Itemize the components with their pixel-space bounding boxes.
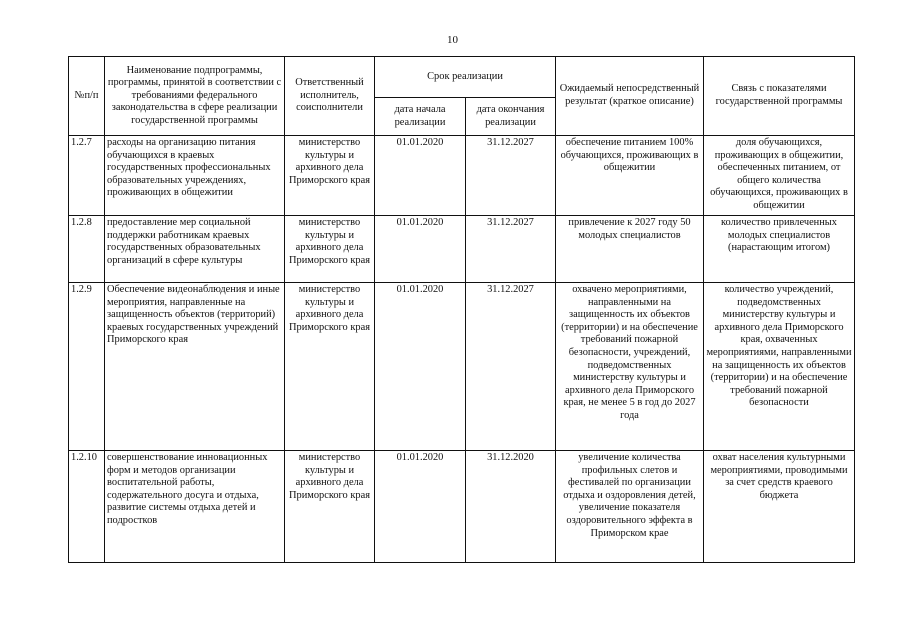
table-row: [69, 283, 855, 451]
row-name: расходы на организацию питания обучающихся в краевых государственных профессиональных образовательных учреждениях, проживающих в общежитии: [105, 136, 285, 216]
row-executor: министерство культуры и архивного дела Приморского края: [285, 283, 375, 451]
header-result: Ожидаемый непосредственный результат (краткое описание): [556, 57, 704, 136]
row-start: 01.01.2020: [375, 451, 466, 563]
row-num: 1.2.10: [69, 451, 105, 563]
row-start: 01.01.2020: [375, 216, 466, 283]
row-name: предоставление мер социальной поддержки работникам краевых государственных образовательных организаций в сфере культуры: [105, 216, 285, 283]
row-num: 1.2.9: [69, 283, 105, 451]
row-executor: министерство культуры и архивного дела Приморского края: [285, 451, 375, 563]
header-name: Наименование подпрограммы, программы, принятой в соответствии с требованиями федерального законодательства в сфере реализации государственной программы: [105, 57, 285, 136]
header-period: Срок реализации: [375, 57, 556, 98]
row-result: охвачено мероприятиями, направленными на защищенность их объектов (территории) и на обеспечение требований пожарной безопасности, учреждений, подведомственных министерству культуры и архивного дела Приморского края, не менее 5 в год до 2027 года: [556, 283, 704, 451]
table-row: [69, 216, 855, 283]
row-start: 01.01.2020: [375, 283, 466, 451]
row-name: совершенствование инновационных форм и методов организации воспитательной работы, содержательного досуга и отдыха, развитие системы отдыха детей и подростков: [105, 451, 285, 563]
row-result: обеспечение питанием 100% обучающихся, проживающих в общежитии: [556, 136, 704, 216]
header-executor: Ответственный исполнитель, соисполнители: [285, 57, 375, 136]
row-executor: министерство культуры и архивного дела Приморского края: [285, 136, 375, 216]
row-end: 31.12.2027: [466, 136, 556, 216]
row-result: увеличение количества профильных слетов и фестивалей по организации отдыха и оздоровления детей, увеличение показателя оздоровительного эффекта в Приморском крае: [556, 451, 704, 563]
row-link: количество учреждений, подведомственных министерству культуры и архивного дела Приморского края, охваченных мероприятиями, направленными на защищенность их объектов (территории) и на обеспечение требований пожарной безопасности: [704, 283, 855, 451]
row-result: привлечение к 2027 году 50 молодых специалистов: [556, 216, 704, 283]
row-end: 31.12.2020: [466, 451, 556, 563]
page-number: 10: [447, 34, 458, 46]
header-num: №п/п: [69, 57, 105, 136]
row-num: 1.2.8: [69, 216, 105, 283]
row-executor: министерство культуры и архивного дела Приморского края: [285, 216, 375, 283]
header-link: Связь с показателями государственной программы: [704, 57, 855, 136]
row-start: 01.01.2020: [375, 136, 466, 216]
table-row: [69, 136, 855, 216]
row-end: 31.12.2027: [466, 216, 556, 283]
header-row-1: [69, 57, 855, 98]
program-table: [68, 56, 855, 563]
row-name: Обеспечение видеонаблюдения и иные мероприятия, направленные на защищенность объектов (территорий) краевых государственных учреждений Приморского края: [105, 283, 285, 451]
row-end: 31.12.2027: [466, 283, 556, 451]
row-num: 1.2.7: [69, 136, 105, 216]
row-link: охват населения культурными мероприятиями, проводимыми за счет средств краевого бюджета: [704, 451, 855, 563]
header-end: дата окончания реализации: [466, 98, 556, 136]
row-link: количество привлеченных молодых специалистов (нарастающим итогом): [704, 216, 855, 283]
header-start: дата начала реализации: [375, 98, 466, 136]
row-link: доля обучающихся, проживающих в общежитии, обеспеченных питанием, от общего количества обучающихся, проживающих в общежитии: [704, 136, 855, 216]
table-row: [69, 451, 855, 563]
